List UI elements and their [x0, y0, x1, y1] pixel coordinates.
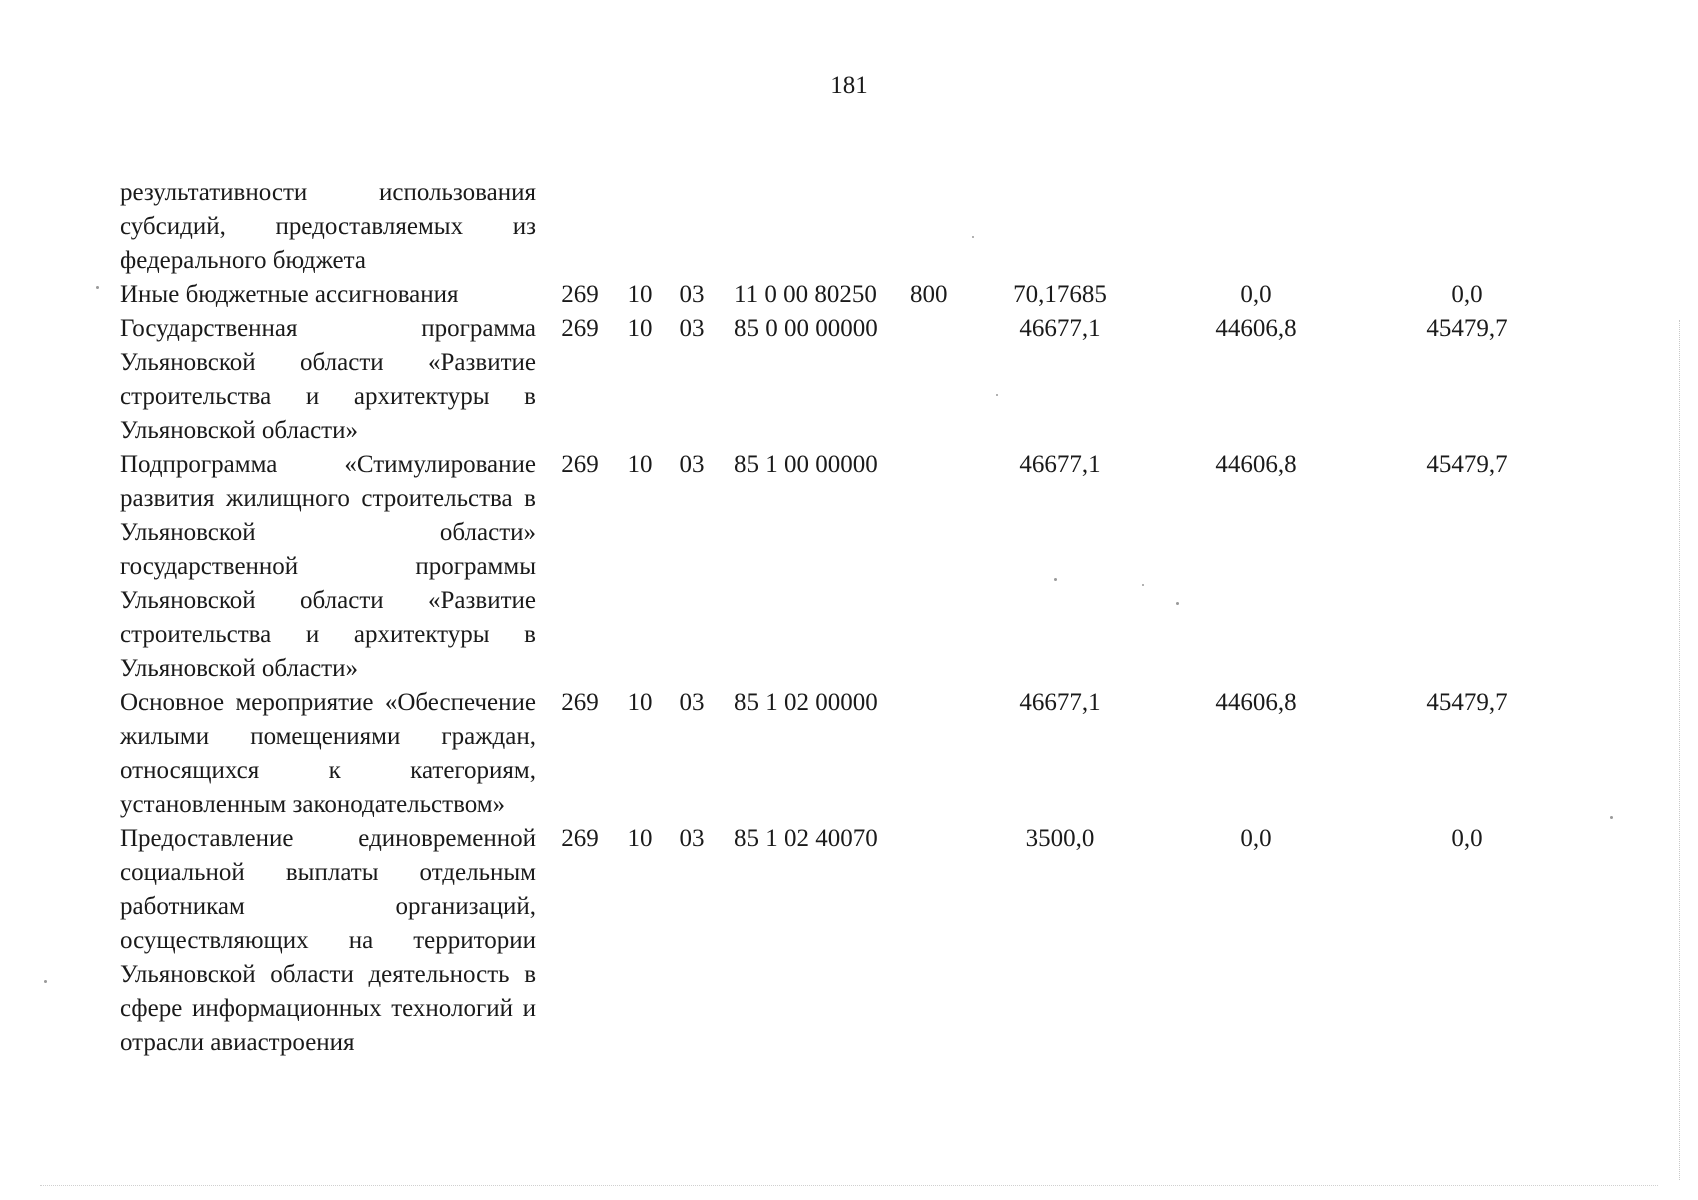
amount-year-3: 0,0	[1451, 825, 1483, 852]
table-row	[120, 822, 1580, 1060]
grbs-code: 269	[561, 825, 599, 852]
subsection-code: 03	[679, 689, 705, 716]
amount-year-2: 0,0	[1240, 825, 1272, 852]
table-row	[120, 278, 1580, 312]
grbs-code: 269	[561, 451, 599, 478]
item-name: Основное мероприятие «Обеспечение жилыми помещениями граждан, относящихся к категориям, установленным законодательством»	[120, 689, 536, 818]
amount-year-2: 44606,8	[1215, 315, 1297, 342]
target-article-code: 85 0 00 00000	[734, 315, 878, 342]
table-row	[120, 686, 1580, 822]
subsection-code: 03	[679, 315, 705, 342]
section-code: 10	[627, 281, 653, 308]
scan-edge-line	[1678, 320, 1680, 1180]
amount-year-1: 46677,1	[1019, 689, 1101, 716]
item-name: результативности использования субсидий, предоставляемых из федерального бюджета	[120, 179, 536, 274]
item-name: Предоставление единовременной социальной выплаты отдельным работникам организаций, осуществляющих на территории Ульяновской области деятельность в сфере информационных технологий и отрасли авиастроения	[120, 825, 536, 1056]
scan-speck	[972, 236, 974, 238]
amount-year-3: 0,0	[1451, 281, 1483, 308]
budget-table	[120, 176, 1580, 1060]
table-row	[120, 176, 1580, 278]
expense-type-code: 800	[910, 281, 948, 308]
scan-speck	[96, 286, 99, 289]
subsection-code: 03	[679, 825, 705, 852]
item-name: Подпрограмма «Стимулирование развития жилищного строительства в Ульяновской области» государственной программы Ульяновской области «Развитие строительства и архитектуры в Ульяновской области»	[120, 451, 536, 682]
grbs-code: 269	[561, 315, 599, 342]
amount-year-2: 44606,8	[1215, 689, 1297, 716]
scan-bottom-line	[40, 1184, 1658, 1186]
amount-year-2: 44606,8	[1215, 451, 1297, 478]
table-row	[120, 312, 1580, 448]
scan-speck	[1054, 578, 1057, 581]
amount-year-1: 46677,1	[1019, 451, 1101, 478]
section-code: 10	[627, 315, 653, 342]
target-article-code: 11 0 00 80250	[734, 281, 877, 308]
section-code: 10	[627, 825, 653, 852]
amount-year-2: 0,0	[1240, 281, 1272, 308]
subsection-code: 03	[679, 281, 705, 308]
scan-speck	[1142, 584, 1144, 586]
amount-year-3: 45479,7	[1426, 689, 1508, 716]
target-article-code: 85 1 02 40070	[734, 825, 878, 852]
section-code: 10	[627, 689, 653, 716]
scan-speck	[1610, 816, 1613, 819]
scan-speck	[1176, 602, 1179, 605]
target-article-code: 85 1 02 00000	[734, 689, 878, 716]
table-row	[120, 448, 1580, 686]
section-code: 10	[627, 451, 653, 478]
item-name: Иные бюджетные ассигнования	[120, 281, 459, 308]
amount-year-1: 3500,0	[1025, 825, 1095, 852]
grbs-code: 269	[561, 689, 599, 716]
amount-year-3: 45479,7	[1426, 315, 1508, 342]
scan-speck	[996, 394, 998, 396]
scan-speck	[44, 980, 47, 983]
target-article-code: 85 1 00 00000	[734, 451, 878, 478]
grbs-code: 269	[561, 281, 599, 308]
subsection-code: 03	[679, 451, 705, 478]
item-name: Государственная программа Ульяновской области «Развитие строительства и архитектуры в Ульяновской области»	[120, 315, 536, 444]
amount-year-3: 45479,7	[1426, 451, 1508, 478]
amount-year-1: 46677,1	[1019, 315, 1101, 342]
amount-year-1: 70,17685	[1013, 281, 1107, 308]
page-number: 181	[830, 72, 868, 99]
